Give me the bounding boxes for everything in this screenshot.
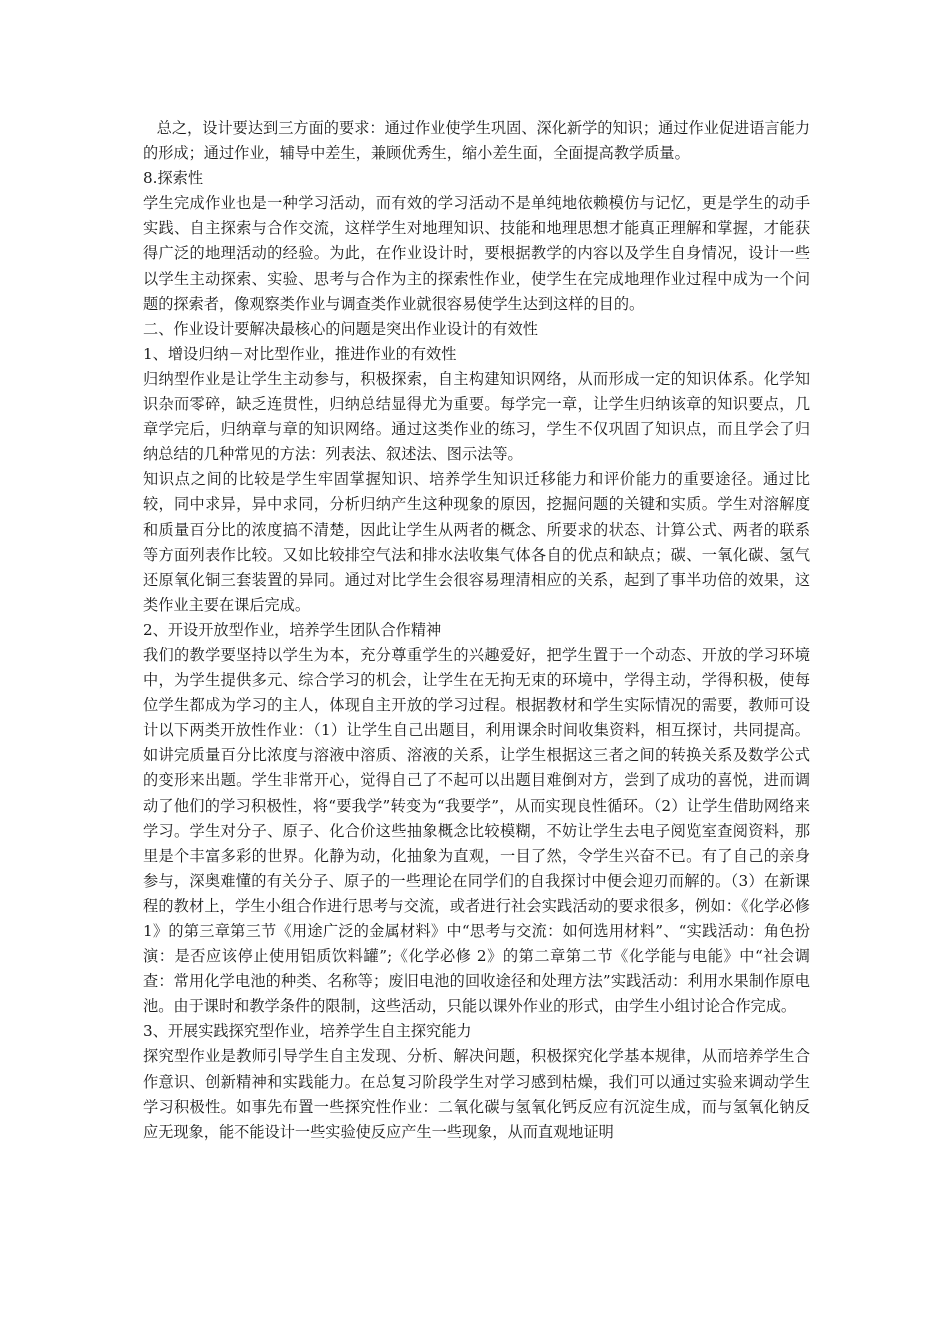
paragraph-comparison: 知识点之间的比较是学生牢固掌握知识、培养学生知识迁移能力和评价能力的重要途径。通过比较，同中求异，异中求同，分析归纳产生这种现象的原因，挖掘问题的关键和实质。学生对溶解度和质量百分比的浓度搞不清楚，因此让学生从两者的概念、所要求的状态、计算公式、两者的联系等方面列表作比较。又如比较排空气法和排水法收集气体各自的优点和缺点；碳、一氧化碳、氢气还原氧化铜三套装置的异同。通过对比学生会很容易理清相应的关系，起到了事半功倍的效果，这类作业主要在课后完成。 [143, 470, 810, 614]
paragraph-inductive: 归纳型作业是让学生主动参与，积极探索，自主构建知识网络，从而形成一定的知识体系。化学知识杂而零碎，缺乏连贯性，归纳总结显得尤为重要。每学完一章，让学生归纳该章的知识要点，几章学完后，归纳章与章的知识网络。通过这类作业的练习，学生不仅巩固了知识点，而且学会了归纳总结的几种常见的方法：列表法、叙述法、图示法等。 [143, 369, 810, 464]
heading-inquiry-homework: 3、开展实践探究型作业，培养学生自主探究能力 [143, 1022, 472, 1041]
heading-exploratory: 8.探索性 [143, 169, 204, 188]
heading-inductive-comparison: 1、增设归纳－对比型作业，推进作业的有效性 [143, 344, 457, 363]
heading-open-homework: 2、开设开放型作业，培养学生团队合作精神 [143, 620, 442, 639]
heading-section-two: 二、作业设计要解决最核心的问题是突出作业设计的有效性 [143, 319, 538, 338]
paragraph-open-homework: 我们的教学要坚持以学生为本，充分尊重学生的兴趣爱好，把学生置于一个动态、开放的学习环境中，为学生提供多元、综合学习的机会，让学生在无拘无束的环境中，学得主动，学得积极，使每位学生都成为学习的主人，体现自主开放的学习过程。根据教材和学生实际情况的需要，教师可设计以下两类开放性作业：（1）让学生自己出题目，利用课余时间收集资料，相互探讨，共同提高。如讲完质量百分比浓度与溶液中溶质、溶液的关系，让学生根据这三者之间的转换关系及数学公式的变形来出题。学生非常开心，觉得自己了不起可以出题目难倒对方，尝到了成功的喜悦，进而调动了他们的学习积极性，将“要我学”转变为“我要学”，从而实现良性循环。（2）让学生借助网络来学习。学生对分子、原子、化合价这些抽象概念比较模糊，不妨让学生去电子阅览室查阅资料，那里是个丰富多彩的世界。化静为动，化抽象为直观，一目了然，令学生兴奋不已。有了自己的亲身参与，深奥难懂的有关分子、原子的一些理论在同学们的自我探讨中便会迎刃而解的。（3）在新课程的教材上，学生小组合作进行思考与交流，或者进行社会实践活动的要求很多，例如：《化学必修 1》的第三章第三节《用途广泛的金属材料》中“思考与交流：如何选用材料”、“实践活动：角色扮演：是否应该停止使用铝质饮料罐”;《化学必修 2》的第二章第二节《化学能与电能》中“社会调查：常用化学电池的种类、名称等；废旧电池的回收途径和处理方法”实践活动：利用水果制作原电池。由于课时和教学条件的限制，这些活动，只能以课外作业的形式，由学生小组讨论合作完成。 [143, 645, 810, 1016]
paragraph-summary: 总之，设计要达到三方面的要求：通过作业使学生巩固、深化新学的知识；通过作业促进语言能力的形成；通过作业，辅导中差生，兼顾优秀生，缩小差生面，全面提高教学质量。 [143, 119, 810, 163]
paragraph-inquiry-homework: 探究型作业是教师引导学生自主发现、分析、解决问题，积极探究化学基本规律，从而培养学生合作意识、创新精神和实践能力。在总复习阶段学生对学习感到枯燥，我们可以通过实验来调动学生学习积极性。如事先布置一些探究性作业：二氧化碳与氢氧化钙反应有沉淀生成，而与氢氧化钠反应无现象，能不能设计一些实验使反应产生一些现象，从而直观地证明 [143, 1047, 810, 1141]
document-page [143, 116, 810, 1145]
paragraph-exploratory: 学生完成作业也是一种学习活动，而有效的学习活动不是单纯地依赖模仿与记忆，更是学生的动手实践、自主探索与合作交流，这样学生对地理知识、技能和地理思想才能真正理解和掌握，才能获得广泛的地理活动的经验。为此，在作业设计时，要根据教学的内容以及学生自身情况，设计一些以学生主动探索、实验、思考与合作为主的探索性作业，使学生在完成地理作业过程中成为一个问题的探索者，像观察类作业与调查类作业就很容易使学生达到这样的目的。 [143, 194, 810, 313]
